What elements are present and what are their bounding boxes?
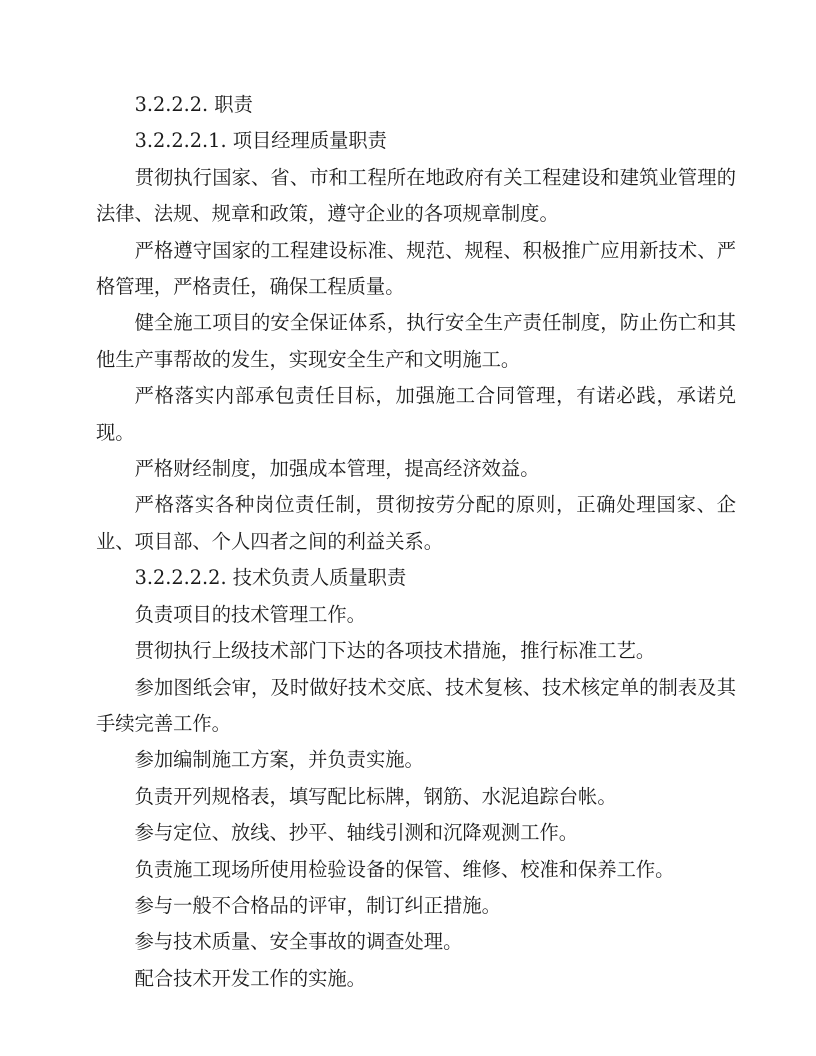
paragraph: 参加图纸会审，及时做好技术交底、技术复核、技术核定单的制表及其手续完善工作。 bbox=[96, 675, 736, 735]
subsection-heading-project-manager: 3.2.2.2.1. 项目经理质量职责 bbox=[134, 129, 387, 153]
document-page bbox=[96, 87, 736, 997]
paragraph: 健全施工项目的安全保证体系，执行安全生产责任制度，防止伤亡和其他生产事帮故的发生，实现安全生产和文明施工。 bbox=[96, 311, 736, 371]
paragraph: 参加编制施工方案，并负责实施。 bbox=[134, 748, 424, 772]
paragraph: 严格财经制度，加强成本管理，提高经济效益。 bbox=[134, 457, 540, 481]
paragraph: 配合技术开发工作的实施。 bbox=[134, 966, 366, 990]
paragraph: 参与定位、放线、抄平、轴线引测和沉降观测工作。 bbox=[134, 821, 579, 845]
paragraph: 严格落实内部承包责任目标，加强施工合同管理，有诺必践，承诺兑现。 bbox=[96, 384, 736, 444]
paragraph: 严格遵守国家的工程建设标准、规范、规程、积极推广应用新技术、严格管理，严格责任，确保工程质量。 bbox=[96, 238, 736, 299]
section-heading-duties: 3.2.2.2. 职责 bbox=[134, 93, 253, 116]
paragraph: 参与一般不合格品的评审，制订纠正措施。 bbox=[134, 893, 501, 917]
paragraph: 负责项目的技术管理工作。 bbox=[134, 602, 366, 626]
paragraph: 负责开列规格表，填写配比标牌，钢筋、水泥追踪台帐。 bbox=[134, 784, 617, 808]
paragraph: 贯彻执行上级技术部门下达的各项技术措施，推行标准工艺。 bbox=[134, 639, 656, 663]
paragraph: 贯彻执行国家、省、市和工程所在地政府有关工程建设和建筑业管理的法律、法规、规章和政策，遵守企业的各项规章制度。 bbox=[96, 165, 736, 226]
paragraph: 负责施工现场所使用检验设备的保管、维修、校准和保养工作。 bbox=[134, 857, 675, 881]
paragraph: 参与技术质量、安全事故的调查处理。 bbox=[134, 930, 463, 954]
paragraph: 严格落实各种岗位责任制，贯彻按劳分配的原则，正确处理国家、企业、项目部、个人四者之间的利益关系。 bbox=[96, 493, 736, 553]
subsection-heading-technical-lead: 3.2.2.2.2. 技术负责人质量职责 bbox=[134, 566, 407, 590]
